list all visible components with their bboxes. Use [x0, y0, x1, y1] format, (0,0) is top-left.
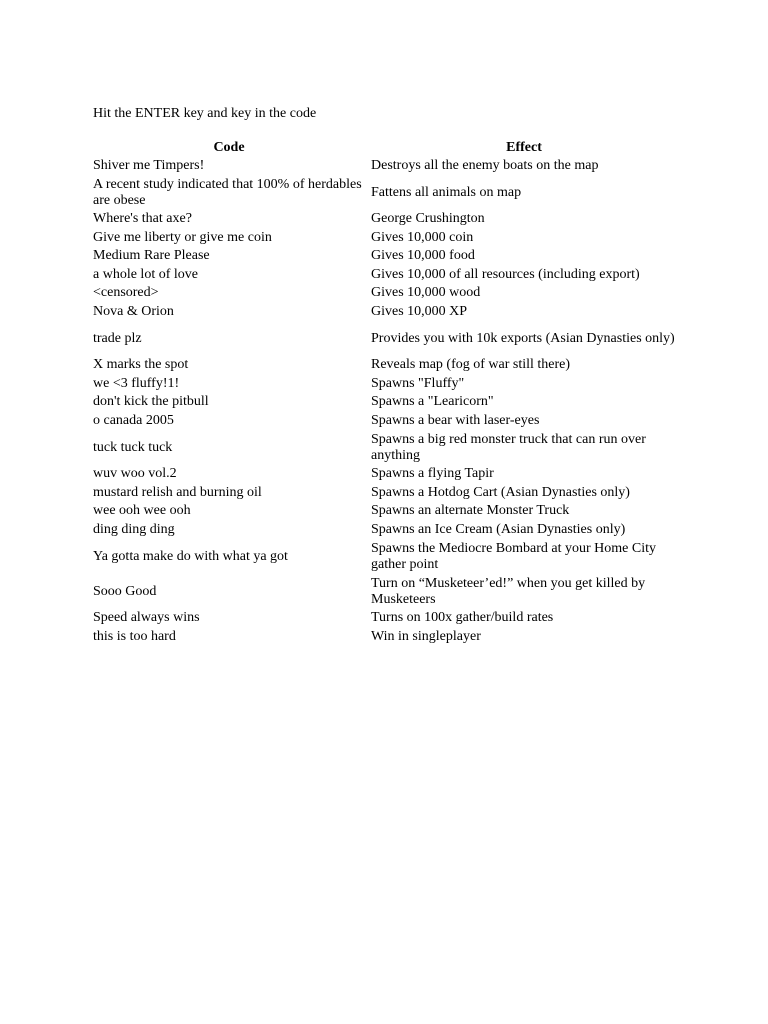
cheat-code-table: [90, 138, 680, 646]
effect-cell: Spawns a Hotdog Cart (Asian Dynasties only): [371, 484, 630, 500]
effect-cell: Spawns an alternate Monster Truck: [371, 503, 570, 519]
table-row: [90, 502, 680, 521]
table-row: [90, 609, 680, 628]
table-row: [90, 430, 680, 465]
code-cell: tuck tuck tuck: [93, 439, 173, 455]
table-header-row: [90, 138, 680, 157]
effect-cell: Reveals map (fog of war still there): [371, 357, 571, 373]
code-cell: Ya gotta make do with what ya got: [93, 548, 288, 564]
table-row: [90, 303, 680, 322]
table-row: [90, 628, 680, 647]
effect-cell: Gives 10,000 XP: [371, 303, 468, 319]
table-row: [90, 210, 680, 229]
effect-cell: Spawns a "Learicorn": [371, 394, 494, 410]
code-cell: Give me liberty or give me coin: [93, 229, 272, 245]
table-row: [90, 284, 680, 303]
effect-cell: Gives 10,000 food: [371, 248, 475, 264]
code-cell: don't kick the pitbull: [93, 394, 209, 410]
table-row: [90, 521, 680, 540]
effect-cell: Spawns the Mediocre Bombard at your Home City gather point: [371, 540, 657, 572]
table-row: [90, 574, 680, 609]
code-cell: X marks the spot: [93, 357, 189, 373]
effect-cell: Win in singleplayer: [371, 628, 481, 644]
code-cell: Where's that axe?: [93, 211, 192, 227]
table-row: [90, 266, 680, 285]
code-column-header: Code: [213, 139, 245, 155]
code-cell: we <3 fluffy!1!: [93, 375, 180, 391]
effect-cell: Destroys all the enemy boats on the map: [371, 157, 599, 173]
code-cell: trade plz: [93, 330, 142, 346]
effect-cell: Spawns a big red monster truck that can run over anything: [371, 431, 646, 463]
effect-cell: Turn on “Musketeer’ed!” when you get killed by Musketeers: [371, 575, 646, 607]
code-cell: Speed always wins: [93, 610, 200, 626]
effect-cell: Gives 10,000 wood: [371, 285, 481, 301]
table-row: [90, 356, 680, 375]
table-row: [90, 412, 680, 431]
code-cell: Sooo Good: [93, 583, 157, 599]
effect-cell: Spawns "Fluffy": [371, 375, 465, 391]
effect-cell: Provides you with 10k exports (Asian Dynasties only): [371, 330, 675, 346]
effect-column-header: Effect: [506, 139, 542, 155]
code-cell: a whole lot of love: [93, 266, 198, 282]
effect-cell: Fattens all animals on map: [371, 184, 522, 200]
effect-cell: Spawns an Ice Cream (Asian Dynasties only): [371, 521, 626, 537]
table-row: [90, 465, 680, 484]
table-row: [90, 247, 680, 266]
code-cell: A recent study indicated that 100% of herdables are obese: [93, 176, 362, 208]
code-cell: <censored>: [93, 285, 159, 301]
table-row: [90, 539, 680, 574]
table-row: [90, 175, 680, 210]
table-row: [90, 157, 680, 176]
effect-cell: Gives 10,000 coin: [371, 229, 474, 245]
table-row: [90, 484, 680, 503]
code-cell: wuv woo vol.2: [93, 466, 177, 482]
code-cell: this is too hard: [93, 628, 176, 644]
table-row: [90, 375, 680, 394]
code-cell: mustard relish and burning oil: [93, 484, 262, 500]
code-cell: o canada 2005: [93, 412, 174, 428]
effect-cell: Spawns a flying Tapir: [371, 466, 494, 482]
code-cell: Medium Rare Please: [93, 248, 210, 264]
effect-cell: George Crushington: [371, 211, 485, 227]
code-cell: ding ding ding: [93, 521, 175, 537]
table-row: [90, 393, 680, 412]
intro-text: Hit the ENTER key and key in the code: [93, 106, 317, 121]
effect-cell: Spawns a bear with laser-eyes: [371, 412, 540, 428]
code-cell: wee ooh wee ooh: [93, 503, 191, 519]
table-row: [90, 229, 680, 248]
code-cell: Nova & Orion: [93, 303, 174, 319]
code-cell: Shiver me Timpers!: [93, 157, 205, 173]
table-row: [90, 321, 680, 356]
effect-cell: Gives 10,000 of all resources (including export): [371, 266, 640, 282]
effect-cell: Turns on 100x gather/build rates: [371, 610, 554, 626]
